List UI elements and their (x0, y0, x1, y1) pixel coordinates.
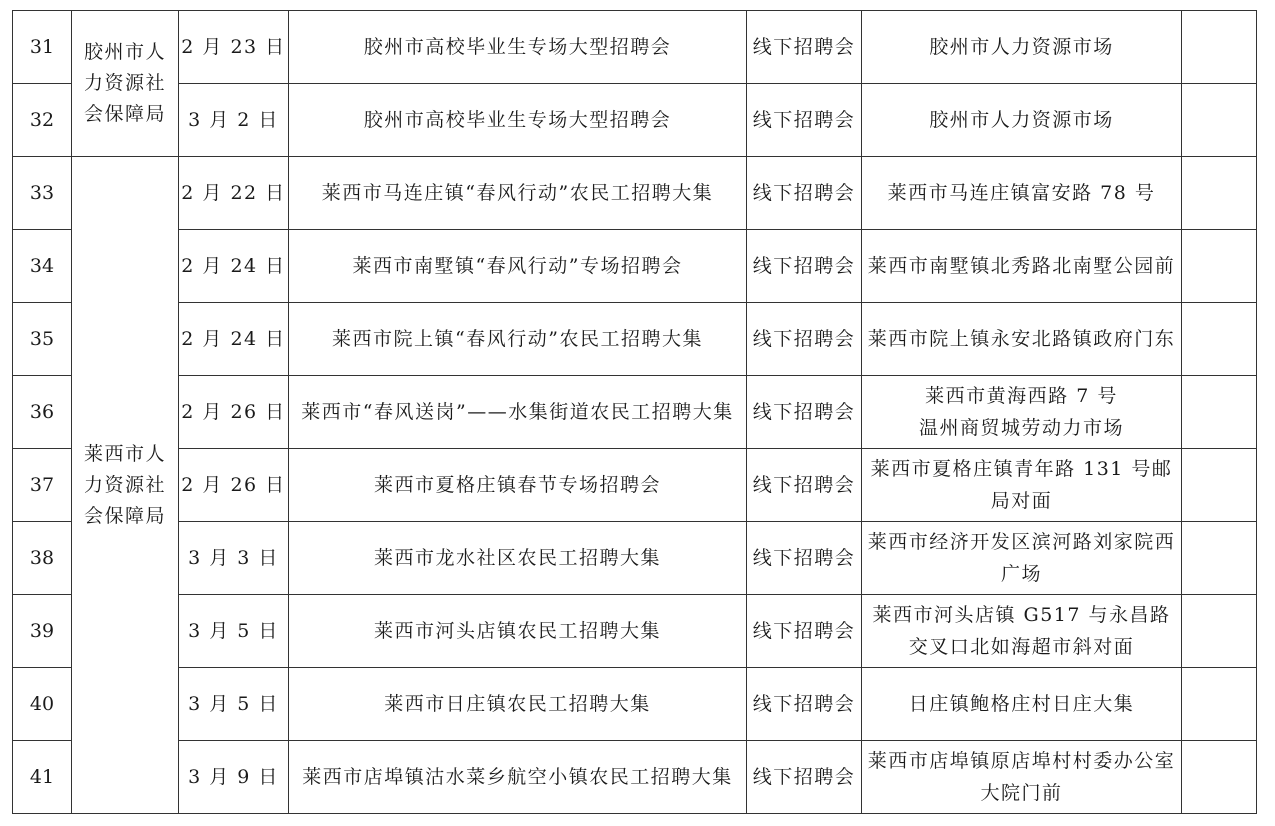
row-number: 34 (13, 230, 72, 303)
event-name-cell: 莱西市店埠镇沽水菜乡航空小镇农民工招聘大集 (289, 741, 747, 814)
date-cell: 2 月 22 日 (179, 157, 289, 230)
event-type-cell: 线下招聘会 (747, 449, 862, 522)
location-cell: 莱西市店埠镇原店埠村村委办公室大院门前 (862, 741, 1182, 814)
row-number: 38 (13, 522, 72, 595)
note-cell (1182, 668, 1257, 741)
note-cell (1182, 230, 1257, 303)
note-cell (1182, 376, 1257, 449)
date-cell: 3 月 5 日 (179, 668, 289, 741)
event-name-cell: 莱西市日庄镇农民工招聘大集 (289, 668, 747, 741)
event-type-cell: 线下招聘会 (747, 741, 862, 814)
table-row (13, 157, 1257, 230)
event-name-cell: 莱西市夏格庄镇春节专场招聘会 (289, 449, 747, 522)
table-row (13, 741, 1257, 814)
organizer-cell: 胶州市人力资源社会保障局 (72, 11, 179, 157)
location-cell (862, 376, 1182, 449)
date-cell: 2 月 26 日 (179, 376, 289, 449)
event-name-cell: 莱西市河头店镇农民工招聘大集 (289, 595, 747, 668)
date-cell: 3 月 3 日 (179, 522, 289, 595)
event-type-cell: 线下招聘会 (747, 376, 862, 449)
organizer-cell: 莱西市人力资源社会保障局 (72, 157, 179, 814)
note-cell (1182, 303, 1257, 376)
event-type-cell: 线下招聘会 (747, 11, 862, 84)
table-row (13, 522, 1257, 595)
date-cell: 2 月 26 日 (179, 449, 289, 522)
row-number: 32 (13, 84, 72, 157)
event-name-cell: 胶州市高校毕业生专场大型招聘会 (289, 84, 747, 157)
location-cell: 日庄镇鲍格庄村日庄大集 (862, 668, 1182, 741)
event-type-cell: 线下招聘会 (747, 84, 862, 157)
event-type-cell: 线下招聘会 (747, 157, 862, 230)
table-row (13, 595, 1257, 668)
row-number: 35 (13, 303, 72, 376)
event-name-cell: 胶州市高校毕业生专场大型招聘会 (289, 11, 747, 84)
date-cell: 2 月 24 日 (179, 303, 289, 376)
job-fair-table (12, 10, 1257, 814)
note-cell (1182, 11, 1257, 84)
table-row (13, 449, 1257, 522)
date-cell: 2 月 24 日 (179, 230, 289, 303)
row-number: 41 (13, 741, 72, 814)
note-cell (1182, 595, 1257, 668)
table-row (13, 303, 1257, 376)
date-cell: 3 月 2 日 (179, 84, 289, 157)
location-cell: 莱西市院上镇永安北路镇政府门东 (862, 303, 1182, 376)
event-name-cell: 莱西市龙水社区农民工招聘大集 (289, 522, 747, 595)
location-line: 莱西市黄海西路 7 号 (925, 385, 1118, 407)
location-cell: 莱西市马连庄镇富安路 78 号 (862, 157, 1182, 230)
location-cell: 胶州市人力资源市场 (862, 11, 1182, 84)
location-cell: 莱西市夏格庄镇青年路 131 号邮局对面 (862, 449, 1182, 522)
event-name-cell: 莱西市“春风送岗”——水集街道农民工招聘大集 (289, 376, 747, 449)
row-number: 36 (13, 376, 72, 449)
note-cell (1182, 522, 1257, 595)
event-name-cell: 莱西市南墅镇“春风行动”专场招聘会 (289, 230, 747, 303)
table-row (13, 668, 1257, 741)
location-cell: 莱西市南墅镇北秀路北南墅公园前 (862, 230, 1182, 303)
note-cell (1182, 741, 1257, 814)
table-row (13, 11, 1257, 84)
table-row (13, 84, 1257, 157)
date-cell: 3 月 5 日 (179, 595, 289, 668)
note-cell (1182, 449, 1257, 522)
date-cell: 2 月 23 日 (179, 11, 289, 84)
date-cell: 3 月 9 日 (179, 741, 289, 814)
note-cell (1182, 84, 1257, 157)
event-type-cell: 线下招聘会 (747, 668, 862, 741)
row-number: 39 (13, 595, 72, 668)
location-cell: 莱西市经济开发区滨河路刘家院西广场 (862, 522, 1182, 595)
table-row (13, 230, 1257, 303)
row-number: 33 (13, 157, 72, 230)
event-name-cell: 莱西市马连庄镇“春风行动”农民工招聘大集 (289, 157, 747, 230)
table-row (13, 376, 1257, 449)
event-type-cell: 线下招聘会 (747, 230, 862, 303)
row-number: 40 (13, 668, 72, 741)
row-number: 31 (13, 11, 72, 84)
event-name-cell: 莱西市院上镇“春风行动”农民工招聘大集 (289, 303, 747, 376)
row-number: 37 (13, 449, 72, 522)
event-type-cell: 线下招聘会 (747, 303, 862, 376)
note-cell (1182, 157, 1257, 230)
location-cell: 胶州市人力资源市场 (862, 84, 1182, 157)
event-type-cell: 线下招聘会 (747, 595, 862, 668)
location-line: 温州商贸城劳动力市场 (918, 417, 1124, 439)
location-cell: 莱西市河头店镇 G517 与永昌路交叉口北如海超市斜对面 (862, 595, 1182, 668)
event-type-cell: 线下招聘会 (747, 522, 862, 595)
